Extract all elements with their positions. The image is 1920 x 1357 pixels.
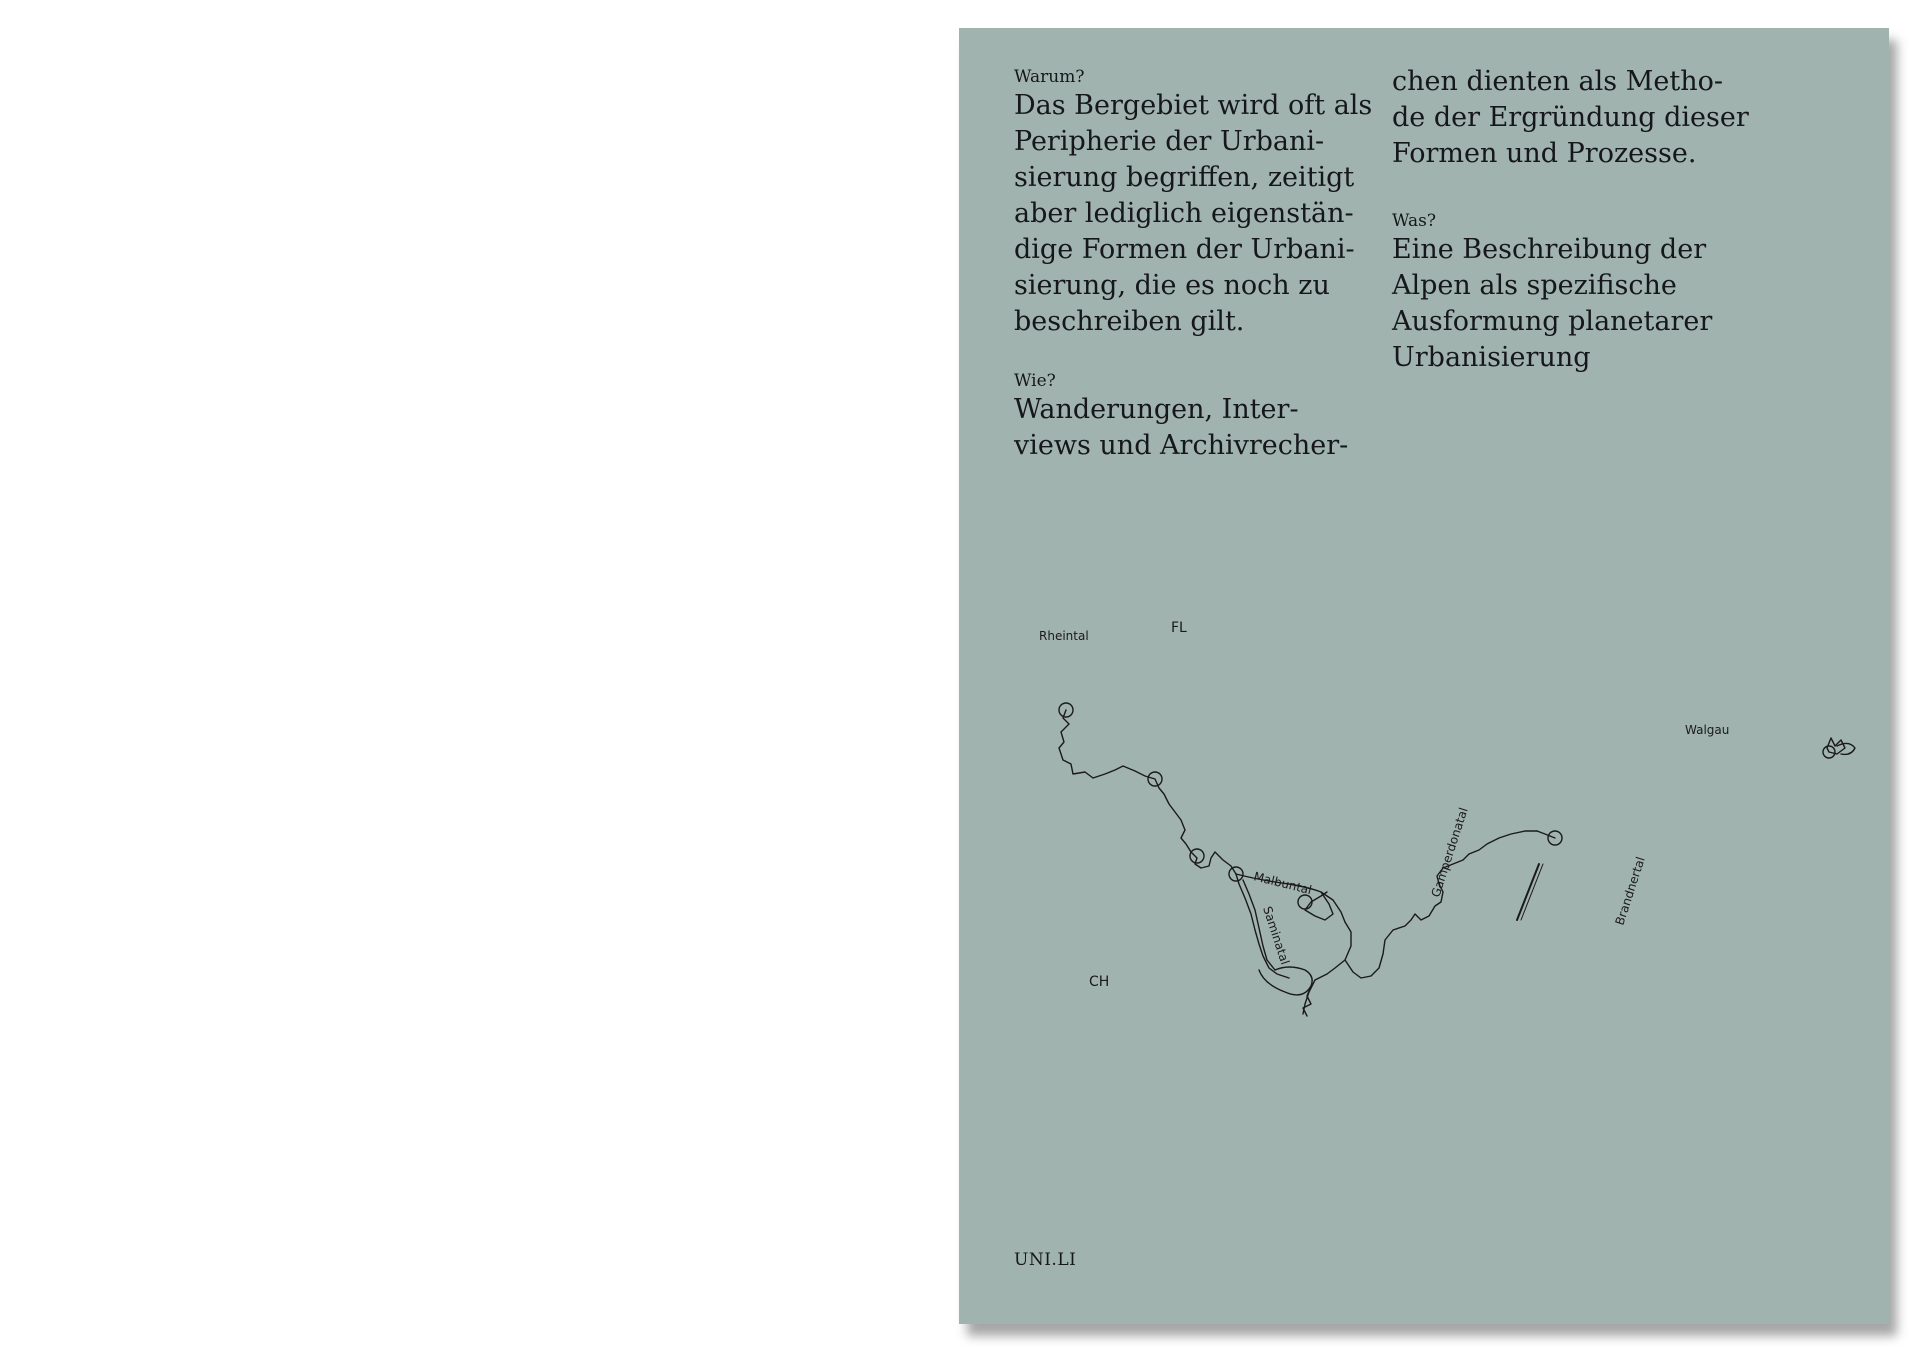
route-line-gamperdona [1345, 831, 1537, 978]
waypoint [1298, 895, 1312, 909]
text-line: Wanderungen, Inter- [1014, 394, 1299, 425]
route-line-brandnertal [1517, 864, 1539, 920]
text-line: Ausformung planetarer [1392, 306, 1713, 337]
route-line-valley [1259, 967, 1312, 995]
text-line: aber lediglich eigenstän- [1014, 198, 1354, 229]
answer-wie [1014, 392, 1394, 464]
text-line: Formen und Prozesse. [1392, 138, 1697, 169]
map-label-brandnertal: Brandnertal [1612, 855, 1648, 927]
map-label-rheintal: Rheintal [1039, 629, 1089, 643]
text-line: sierung begriffen, zeitigt [1014, 162, 1355, 193]
text-line: beschreiben gilt. [1014, 306, 1245, 337]
text-line: chen dienten als Metho- [1392, 66, 1723, 97]
publisher-mark: UNI.LI [1014, 1250, 1077, 1270]
map-label-malbuntal: Malbuntal [1252, 869, 1314, 898]
left-text-column [1014, 66, 1394, 464]
route-line [1059, 710, 1236, 874]
answer-warum [1014, 88, 1394, 340]
text-line: dige Formen der Urbani- [1014, 234, 1355, 265]
map-label-ch: CH [1089, 974, 1110, 990]
question-was-label: Was? [1392, 211, 1436, 231]
map-label-gamperdonatal: Gamperdonatal [1428, 805, 1471, 899]
answer-was [1392, 232, 1812, 376]
text-line: Das Bergebiet wird oft als [1014, 90, 1373, 121]
book-cover [959, 28, 1889, 1324]
text-line: Peripherie der Urbani- [1014, 126, 1325, 157]
waypoint [1190, 849, 1204, 863]
text-line: sierung, die es noch zu [1014, 270, 1330, 301]
route-line-brandnertal-2 [1521, 864, 1543, 920]
text-line: Eine Beschreibung der [1392, 234, 1707, 265]
text-line: Alpen als spezifische [1392, 270, 1677, 301]
route-line-south [1303, 922, 1351, 1014]
question-warum-label: Warum? [1014, 67, 1085, 87]
right-text-column [1392, 64, 1812, 376]
map-label-fl: FL [1171, 620, 1187, 636]
text-line: views und Archivrecher- [1014, 430, 1349, 461]
map-label-saminatal: Saminatal [1260, 904, 1293, 967]
route-map [959, 568, 1889, 1068]
question-wie-label: Wie? [1014, 371, 1056, 391]
answer-wie-continued [1392, 64, 1812, 172]
text-line: Urbanisierung [1392, 342, 1591, 373]
map-label-walgau: Walgau [1685, 723, 1730, 737]
text-line: de der Ergründung dieser [1392, 102, 1749, 133]
